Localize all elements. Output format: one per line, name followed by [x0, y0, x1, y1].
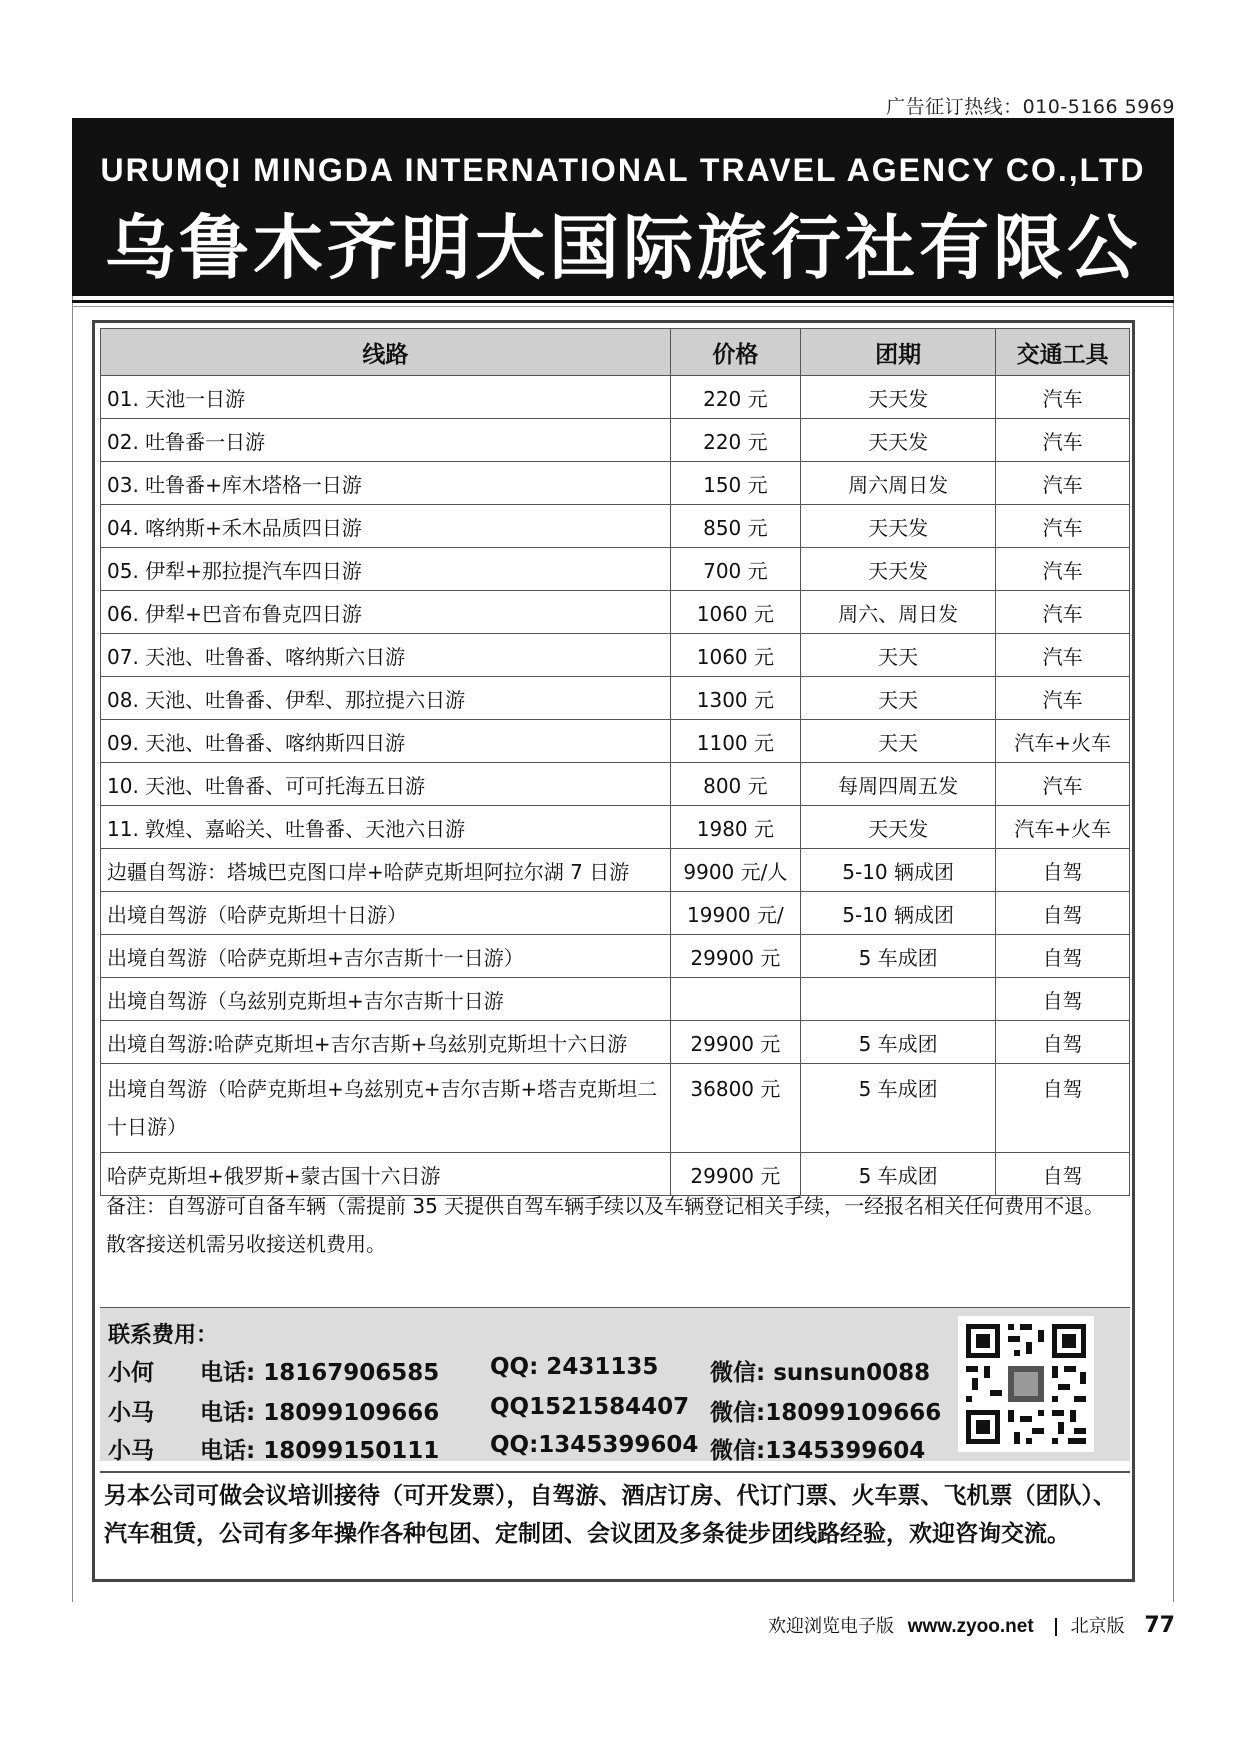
transport-cell: 汽车	[996, 763, 1130, 806]
transport-cell: 汽车	[996, 419, 1130, 462]
schedule-cell	[801, 978, 996, 1021]
route-table	[100, 328, 1130, 1196]
schedule-cell: 天天发	[801, 548, 996, 591]
schedule-cell: 天天发	[801, 505, 996, 548]
page-footer	[768, 1612, 1175, 1638]
footer-url[interactable]: www.zyoo.net	[907, 1616, 1034, 1637]
price-cell: 1060 元	[670, 634, 800, 677]
table-row	[101, 720, 1130, 763]
price-cell: 9900 元/人	[670, 849, 800, 892]
route-cell: 哈萨克斯坦+俄罗斯+蒙古国十六日游	[101, 1153, 671, 1196]
table-row	[101, 634, 1130, 677]
footer-edition: 北京版	[1070, 1616, 1125, 1637]
company-banner	[72, 118, 1174, 296]
schedule-cell: 5-10 辆成团	[801, 849, 996, 892]
price-cell: 220 元	[670, 419, 800, 462]
price-cell: 1300 元	[670, 677, 800, 720]
service-note: 另本公司可做会议培训接待（可开发票），自驾游、酒店订房、代订门票、火车票、飞机票（团队）、汽车租赁，公司有多年操作各种包团、定制团、会议团及多条徒步团线路经验，欢迎咨询交流。	[100, 1471, 1130, 1553]
transport-cell: 汽车	[996, 634, 1130, 677]
schedule-cell: 周六周日发	[801, 462, 996, 505]
table-row	[101, 935, 1130, 978]
route-cell: 08. 天池、吐鲁番、伊犁、那拉提六日游	[101, 677, 671, 720]
route-cell: 出境自驾游（乌兹别克斯坦+吉尔吉斯十日游	[101, 978, 671, 1021]
banner-rule-thin	[72, 306, 1174, 307]
table-row	[101, 1064, 1130, 1153]
contact-wechat: 微信:18099109666	[710, 1400, 942, 1426]
schedule-cell: 周六、周日发	[801, 591, 996, 634]
contact-wechat: 微信: sunsun0088	[710, 1360, 931, 1386]
transport-cell: 汽车	[996, 548, 1130, 591]
schedule-cell: 5 车成团	[801, 1021, 996, 1064]
schedule-cell: 5 车成团	[801, 935, 996, 978]
price-cell: 36800 元	[670, 1064, 800, 1153]
price-cell: 1100 元	[670, 720, 800, 763]
route-cell: 04. 喀纳斯+禾木品质四日游	[101, 505, 671, 548]
transport-cell: 自驾	[996, 849, 1130, 892]
contact-phone: 电话: 18099109666	[200, 1400, 440, 1426]
contact-phone: 电话: 18167906585	[200, 1360, 440, 1386]
transport-cell: 汽车+火车	[996, 720, 1130, 763]
table-row	[101, 763, 1130, 806]
price-cell: 850 元	[670, 505, 800, 548]
price-cell: 150 元	[670, 462, 800, 505]
schedule-cell: 5 车成团	[801, 1153, 996, 1196]
col-header-route: 线路	[101, 329, 671, 376]
price-cell: 29900 元	[670, 1153, 800, 1196]
note-self-drive: 备注：自驾游可自备车辆（需提前 35 天提供自驾车辆手续以及车辆登记相关手续，一经报名相关任何费用不退。	[106, 1194, 1105, 1218]
transport-cell: 自驾	[996, 892, 1130, 935]
schedule-cell: 天天发	[801, 806, 996, 849]
qr-code-icon	[958, 1316, 1094, 1452]
transport-cell: 汽车	[996, 505, 1130, 548]
table-row	[101, 806, 1130, 849]
schedule-cell: 天天发	[801, 419, 996, 462]
contact-qq: QQ1521584407	[490, 1394, 690, 1420]
schedule-cell: 天天	[801, 634, 996, 677]
price-cell: 1980 元	[670, 806, 800, 849]
schedule-cell: 每周四周五发	[801, 763, 996, 806]
price-cell	[670, 978, 800, 1021]
price-cell: 29900 元	[670, 935, 800, 978]
table-row	[101, 677, 1130, 720]
route-cell: 出境自驾游（哈萨克斯坦+吉尔吉斯十一日游）	[101, 935, 671, 978]
transport-cell: 汽车	[996, 591, 1130, 634]
schedule-cell: 天天发	[801, 376, 996, 419]
table-row	[101, 892, 1130, 935]
ad-hotline: 广告征订热线：010-5166 5969	[886, 96, 1175, 118]
table-row	[101, 419, 1130, 462]
contact-qq: QQ: 2431135	[490, 1354, 659, 1380]
table-row	[101, 505, 1130, 548]
company-name-cn: 乌鲁木齐明大国际旅行社有限公	[105, 207, 1141, 289]
footer-welcome: 欢迎浏览电子版	[767, 1616, 894, 1637]
table-row	[101, 591, 1130, 634]
contact-name: 小马	[108, 1438, 154, 1464]
route-cell: 出境自驾游:哈萨克斯坦+吉尔吉斯+乌兹别克斯坦十六日游	[101, 1021, 671, 1064]
schedule-cell: 5 车成团	[801, 1064, 996, 1153]
banner-rule	[72, 300, 1174, 303]
contact-name: 小何	[108, 1360, 154, 1386]
price-cell: 19900 元/	[670, 892, 800, 935]
transport-cell: 自驾	[996, 1021, 1130, 1064]
route-cell: 出境自驾游（哈萨克斯坦+乌兹别克+吉尔吉斯+塔吉克斯坦二十日游）	[101, 1064, 671, 1153]
page-number: 77	[1144, 1613, 1175, 1638]
schedule-cell: 5-10 辆成团	[801, 892, 996, 935]
table-row	[101, 548, 1130, 591]
footer-divider	[1055, 1618, 1057, 1636]
contact-name: 小马	[108, 1400, 154, 1426]
route-cell: 05. 伊犁+那拉提汽车四日游	[101, 548, 671, 591]
transport-cell: 自驾	[996, 1153, 1130, 1196]
contact-panel	[100, 1307, 1130, 1464]
price-cell: 1060 元	[670, 591, 800, 634]
table-row	[101, 376, 1130, 419]
col-header-transport: 交通工具	[996, 329, 1130, 376]
transport-cell: 汽车+火车	[996, 806, 1130, 849]
col-header-schedule: 团期	[801, 329, 996, 376]
route-cell: 07. 天池、吐鲁番、喀纳斯六日游	[101, 634, 671, 677]
transport-cell: 自驾	[996, 978, 1130, 1021]
note-airport-transfer: 散客接送机需另收接送机费用。	[106, 1232, 386, 1256]
transport-cell: 自驾	[996, 1064, 1130, 1153]
contact-qq: QQ:1345399604	[490, 1432, 699, 1458]
schedule-cell: 天天	[801, 677, 996, 720]
route-cell: 06. 伊犁+巴音布鲁克四日游	[101, 591, 671, 634]
table-row	[101, 978, 1130, 1021]
transport-cell: 汽车	[996, 677, 1130, 720]
col-header-price: 价格	[670, 329, 800, 376]
price-cell: 800 元	[670, 763, 800, 806]
table-row	[101, 849, 1130, 892]
route-cell: 出境自驾游（哈萨克斯坦十日游）	[101, 892, 671, 935]
price-cell: 29900 元	[670, 1021, 800, 1064]
contact-title: 联系费用：	[108, 1323, 219, 1348]
route-cell: 03. 吐鲁番+库木塔格一日游	[101, 462, 671, 505]
transport-cell: 汽车	[996, 376, 1130, 419]
table-row	[101, 1021, 1130, 1064]
notes-section	[100, 1183, 1130, 1267]
route-cell: 11. 敦煌、嘉峪关、吐鲁番、天池六日游	[101, 806, 671, 849]
route-box	[92, 320, 1135, 1582]
contact-wechat: 微信:1345399604	[710, 1438, 926, 1464]
schedule-cell: 天天	[801, 720, 996, 763]
route-cell: 09. 天池、吐鲁番、喀纳斯四日游	[101, 720, 671, 763]
route-cell: 边疆自驾游：塔城巴克图口岸+哈萨克斯坦阿拉尔湖 7 日游	[101, 849, 671, 892]
contact-phone: 电话: 18099150111	[200, 1438, 440, 1464]
route-cell: 10. 天池、吐鲁番、可可托海五日游	[101, 763, 671, 806]
table-header	[101, 329, 1130, 376]
route-cell: 01. 天池一日游	[101, 376, 671, 419]
transport-cell: 汽车	[996, 462, 1130, 505]
table-row	[101, 462, 1130, 505]
price-cell: 220 元	[670, 376, 800, 419]
transport-cell: 自驾	[996, 935, 1130, 978]
company-name-en: URUMQI MINGDA INTERNATIONAL TRAVEL AGENCY CO.,LTD	[100, 152, 1146, 188]
price-cell: 700 元	[670, 548, 800, 591]
route-cell: 02. 吐鲁番一日游	[101, 419, 671, 462]
